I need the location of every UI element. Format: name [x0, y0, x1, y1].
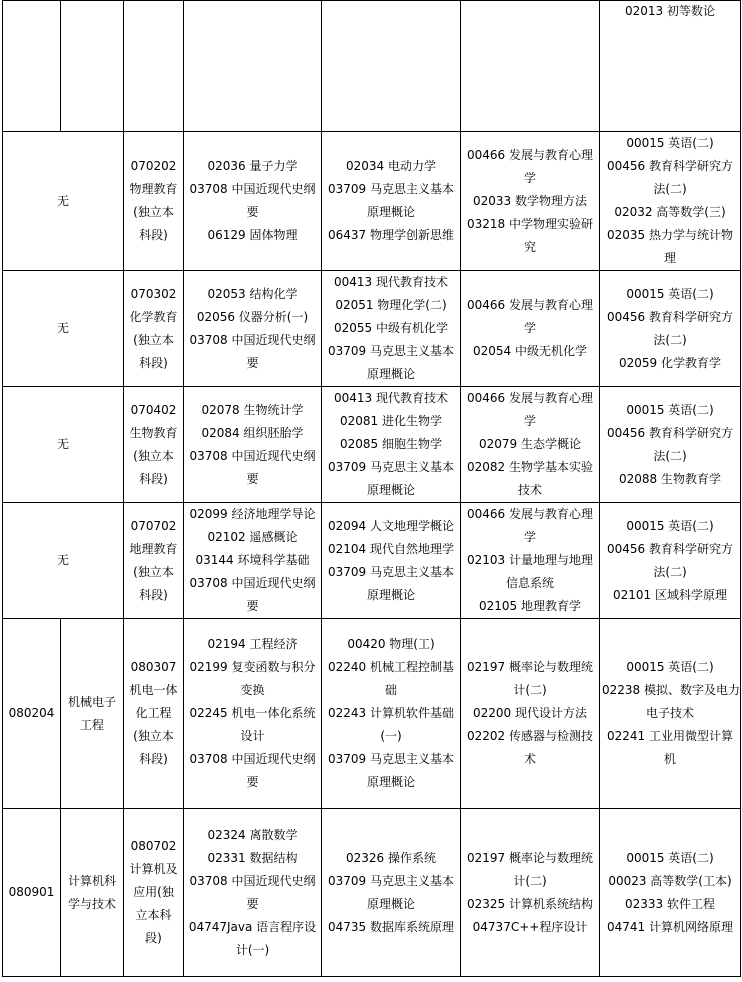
course-line: 03709 马克思主义基本	[328, 752, 454, 766]
course-line: 02056 仪器分析(一)	[196, 309, 309, 324]
major-name: 化工程	[135, 706, 172, 720]
cell-courses	[322, 271, 461, 387]
major-name: 计算机科	[67, 873, 116, 888]
major-code: 080307	[130, 660, 177, 674]
course-line: 02053 结构化学	[207, 286, 298, 301]
course-line: 02104 现代自然地理学	[328, 541, 454, 556]
major-name: (独立本	[133, 332, 174, 347]
cell-courses	[184, 809, 322, 977]
course-line: 00456 教育科学研究方	[607, 309, 733, 324]
major-name: 科段)	[139, 355, 168, 370]
major-name: 科段)	[139, 587, 168, 602]
course-line: 03218 中学物理实验研	[467, 216, 593, 231]
course-line: 06129 固体物理	[207, 228, 298, 242]
course-line: 法(二)	[653, 182, 687, 196]
cell-courses	[461, 132, 600, 271]
cell-major	[124, 271, 184, 387]
cell-major	[124, 132, 184, 271]
course-line: 02241 工业用微型计算	[607, 729, 733, 743]
course-line: 理	[663, 251, 676, 265]
major-name: 段)	[145, 931, 162, 945]
cell-prerequisite: 无	[3, 387, 124, 503]
course-line: 02333 软件工程	[625, 896, 715, 911]
course-line: 00015 英语(二)	[626, 850, 714, 865]
cell-courses	[600, 271, 741, 387]
course-line: 变换	[240, 683, 265, 697]
major-name: (独立本	[133, 448, 174, 463]
course-line: 00413 现代教育技术	[334, 391, 448, 405]
course-line: 计(二)	[513, 873, 547, 888]
course-line: 要	[246, 355, 259, 370]
course-line: 02036 量子力学	[207, 159, 298, 173]
major-code: 080702	[130, 839, 177, 853]
table-row	[3, 387, 741, 503]
major-name: 计算机及	[129, 862, 178, 876]
course-line: 02078 生物统计学	[201, 402, 304, 417]
course-line: 00015 英语(二)	[626, 518, 714, 533]
course-line: 03709 马克思主义基本	[328, 460, 454, 474]
major-name: 物理教育	[129, 182, 178, 196]
course-line: 02102 遥感概论	[207, 530, 298, 544]
table-row	[3, 1, 741, 132]
course-line: 00023 高等数学(工本)	[608, 873, 732, 888]
cell-code: 080901	[3, 809, 61, 977]
major-name: 机电一体	[129, 683, 178, 697]
course-line: 00466 发展与教育心理	[467, 507, 593, 521]
cell-courses	[322, 619, 461, 809]
course-line: 03708 中国近现代史纲	[189, 576, 316, 590]
cell-major	[124, 809, 184, 977]
course-line: (一)	[380, 729, 402, 743]
course-line: 00456 教育科学研究方	[607, 425, 733, 440]
major-name: 立本科	[135, 908, 172, 922]
course-line: 02101 区域科学原理	[613, 587, 727, 602]
course-line: 究	[523, 239, 536, 254]
course-line: 02034 电动力学	[346, 159, 436, 173]
cell-courses	[461, 271, 600, 387]
cell-courses	[184, 387, 322, 503]
course-line: 03708 中国近现代史纲	[189, 332, 316, 347]
course-line: 要	[246, 775, 259, 789]
course-line: 02055 中级有机化学	[334, 321, 448, 335]
course-line: 原理概论	[366, 775, 415, 789]
course-line: 03709 马克思主义基本	[328, 182, 454, 196]
course-line: 02035 热力学与统计物	[607, 228, 733, 242]
course-line: 02200 现代设计方法	[473, 706, 587, 720]
course-line: 02325 计算机系统结构	[467, 896, 593, 911]
course-line: 设计	[240, 729, 265, 743]
course-line: 02199 复变函数与积分	[189, 660, 316, 674]
course-line: 电子技术	[645, 706, 694, 720]
cell-2	[61, 1, 124, 132]
cell-courses	[600, 619, 741, 809]
major-code: 070302	[130, 286, 177, 301]
course-line: 02032 高等数学(三)	[614, 205, 726, 219]
course-line: 原理概论	[366, 483, 415, 497]
course-line: 00015 英语(二)	[626, 660, 714, 674]
course-line: 法(二)	[653, 332, 687, 347]
course-line: 03709 马克思主义基本	[328, 564, 454, 579]
course-line: 04741 计算机网络原理	[607, 919, 733, 934]
course-line: 法(二)	[653, 448, 687, 463]
cell-courses	[600, 132, 741, 271]
major-code: 070202	[130, 159, 177, 173]
course-line: 02081 进化生物学	[340, 414, 442, 428]
course-line: 02240 机械工程控制基	[328, 660, 454, 674]
cell-courses	[184, 132, 322, 271]
course-line: 03709 马克思主义基本	[328, 344, 454, 358]
course-line: 术	[523, 752, 536, 766]
cell-name	[61, 809, 124, 977]
cell-courses	[322, 503, 461, 619]
cell-prerequisite: 无	[3, 132, 124, 271]
course-line: 00413 现代教育技术	[334, 275, 448, 289]
cell-courses	[322, 809, 461, 977]
major-name: 科段)	[139, 471, 168, 486]
major-name: 生物教育	[129, 425, 178, 440]
course-line: 03709 马克思主义基本	[328, 873, 454, 888]
course-line: 04737C++程序设计	[472, 919, 588, 934]
course-line: 计(二)	[513, 683, 547, 697]
course-line: 02331 数据结构	[207, 850, 298, 865]
course-line: 03708 中国近现代史纲	[189, 448, 316, 463]
course-line: 要	[246, 599, 259, 613]
course-line: 信息系统	[505, 576, 554, 590]
cell-courses	[461, 503, 600, 619]
cell-prerequisite: 无	[3, 503, 124, 619]
course-line: 03708 中国近现代史纲	[189, 873, 316, 888]
cell-courses	[600, 387, 741, 503]
course-line: 02197 概率论与数理统	[467, 850, 593, 865]
course-line: 00466 发展与教育心理	[467, 298, 593, 312]
course-line: 02238 模拟、数字及电力	[602, 683, 740, 697]
course-line: 02194 工程经济	[207, 637, 298, 651]
major-code: 070702	[130, 518, 177, 533]
course-line: 学	[523, 530, 536, 544]
course-line: 03708 中国近现代史纲	[189, 752, 316, 766]
cell-1	[3, 1, 61, 132]
major-name: 机械电子	[67, 694, 116, 709]
major-name: (独立本	[133, 205, 174, 219]
course-line: 03144 环境科学基础	[195, 553, 310, 567]
course-line: 02088 生物教育学	[619, 471, 721, 486]
cell-courses	[184, 271, 322, 387]
course-line: 04747Java 语言程序设	[188, 919, 317, 934]
table-row	[3, 132, 741, 271]
course-line: 要	[246, 896, 259, 911]
course-line: 02326 操作系统	[346, 850, 436, 865]
cell-courses	[461, 809, 600, 977]
course-line: 原理概论	[366, 587, 415, 602]
cell-7	[600, 1, 741, 132]
course-line: 原理概论	[366, 367, 415, 381]
course-line: 04735 数据库系统原理	[328, 919, 454, 934]
major-name: 科段)	[139, 752, 168, 766]
cell-major	[124, 387, 184, 503]
major-code: 070402	[130, 402, 177, 417]
course-line: 00015 英语(二)	[626, 402, 714, 417]
course-line: 02103 计量地理与地理	[467, 553, 593, 567]
cell-5	[322, 1, 461, 132]
course-line: 02324 离散数学	[207, 827, 298, 842]
cell-courses	[461, 387, 600, 503]
table-row	[3, 619, 741, 809]
course-line: 00456 教育科学研究方	[607, 541, 733, 556]
course-line: 学	[523, 321, 536, 335]
course-line: 02105 地理教育学	[479, 599, 581, 613]
major-name: 地理教育	[129, 541, 178, 556]
exam-schedule-table	[2, 0, 741, 977]
course-line: 02084 组织胚胎学	[201, 425, 304, 440]
course-line: 03708 中国近现代史纲	[189, 182, 316, 196]
course-line: 00015 英语(二)	[626, 136, 714, 150]
table-row	[3, 503, 741, 619]
course-line: 法(二)	[653, 564, 687, 579]
course-line: 技术	[517, 483, 542, 497]
course-line: 02085 细胞生物学	[340, 437, 442, 451]
major-name: (独立本	[133, 564, 174, 579]
course-line: 00015 英语(二)	[626, 286, 714, 301]
course-line: 02243 计算机软件基础	[328, 706, 454, 720]
cell-courses	[461, 619, 600, 809]
cell-name	[61, 619, 124, 809]
course-line: 02054 中级无机化学	[473, 344, 587, 358]
course-line: 00456 教育科学研究方	[607, 159, 733, 173]
major-name: 化学教育	[129, 309, 178, 324]
course-line: 原理概论	[366, 205, 415, 219]
course-line: 02082 生物学基本实验	[467, 460, 593, 474]
course-line: 原理概论	[366, 896, 415, 911]
course-line: 02197 概率论与数理统	[467, 660, 593, 674]
course-line: 00420 物理(工)	[347, 637, 435, 651]
course-line: 计(一)	[235, 942, 270, 957]
cell-courses	[600, 503, 741, 619]
major-name: 应用(独	[133, 885, 174, 899]
course-line: 02099 经济地理学导论	[189, 507, 316, 521]
course-line: 02079 生态学概论	[479, 437, 581, 451]
course-line: 要	[246, 471, 259, 486]
cell-3	[124, 1, 184, 132]
course-line: 要	[246, 205, 259, 219]
major-name: 学与技术	[67, 896, 116, 911]
cell-4	[184, 1, 322, 132]
cell-courses	[322, 132, 461, 271]
course-line: 学	[523, 170, 536, 185]
cell-courses	[322, 387, 461, 503]
cell-courses	[600, 809, 741, 977]
course-line: 02051 物理化学(二)	[335, 298, 447, 312]
course-line: 02245 机电一体化系统	[189, 706, 316, 720]
major-name: 工程	[79, 717, 104, 732]
table-row	[3, 809, 741, 977]
cell-major	[124, 619, 184, 809]
cell-prerequisite: 无	[3, 271, 124, 387]
table-row	[3, 271, 741, 387]
course-line: 02013 初等数论	[625, 4, 715, 18]
course-line: 00466 发展与教育心理	[467, 147, 593, 162]
course-line: 06437 物理学创新思维	[328, 228, 454, 242]
course-line: 02033 数学物理方法	[473, 193, 587, 208]
course-line: 02094 人文地理学概论	[328, 518, 454, 533]
major-name: 科段)	[139, 228, 168, 242]
cell-courses	[184, 503, 322, 619]
course-line: 学	[523, 414, 536, 428]
course-line: 础	[384, 683, 397, 697]
course-line: 02202 传感器与检测技	[467, 729, 593, 743]
cell-major	[124, 503, 184, 619]
course-line: 机	[663, 752, 676, 766]
cell-code: 080204	[3, 619, 61, 809]
course-line: 00466 发展与教育心理	[467, 391, 593, 405]
course-line: 02059 化学教育学	[619, 355, 721, 370]
cell-6	[461, 1, 600, 132]
cell-courses	[184, 619, 322, 809]
major-name: (独立本	[133, 729, 174, 743]
